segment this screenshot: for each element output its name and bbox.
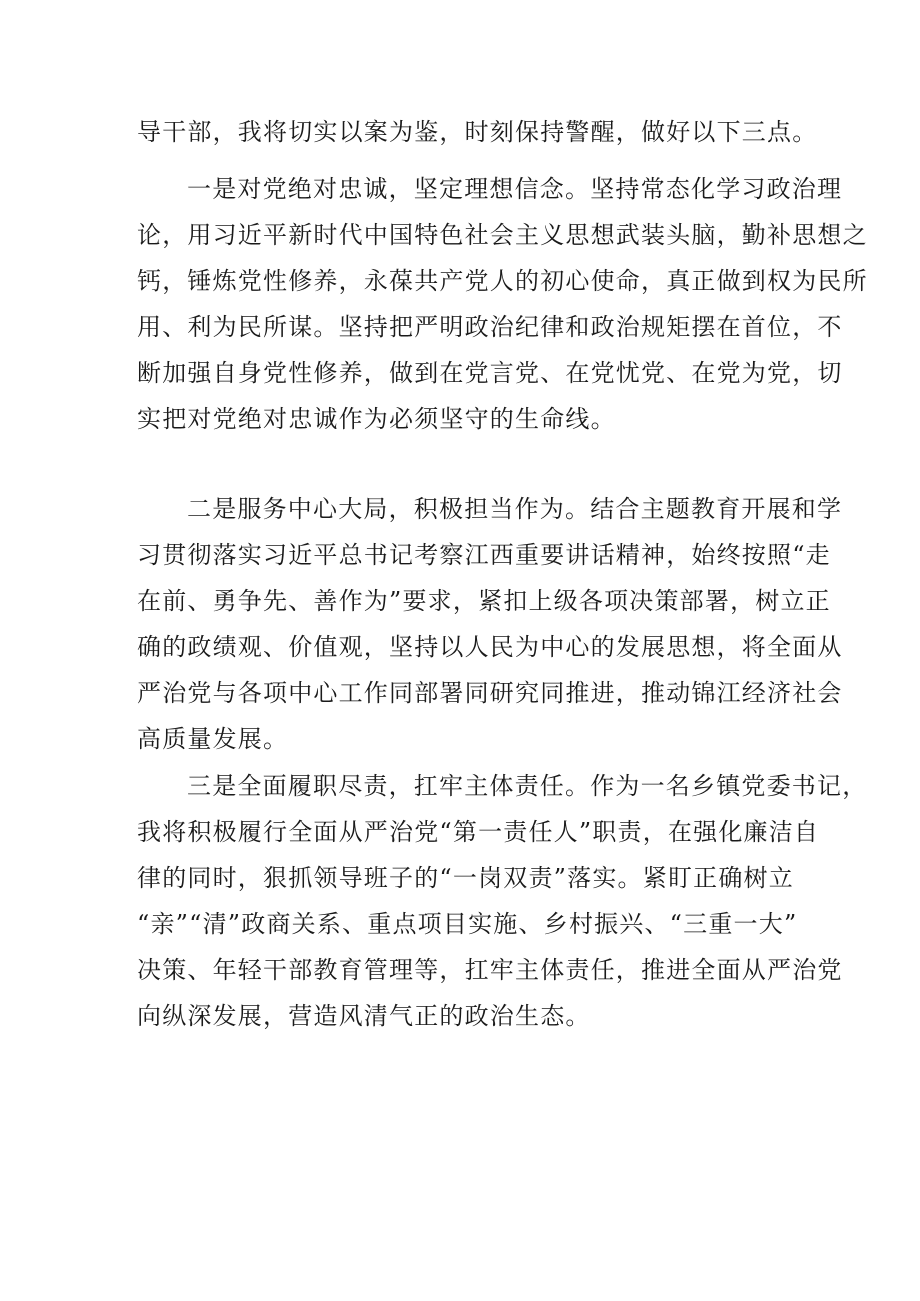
paragraph-line: 确的政绩观、价值观，坚持以人民为中心的发展思想，将全面从 (137, 633, 843, 661)
paragraph-line: 在前、勇争先、善作为”要求，紧扣上级各项决策部署，树立正 (137, 587, 831, 615)
paragraph-point-three (137, 763, 868, 1039)
paragraph-line: 钙，锤炼党性修养，永葆共产党人的初心使命，真正做到权为民所 (137, 267, 868, 295)
paragraph-line: 导干部，我将切实以案为鉴，时刻保持警醒，做好以下三点。 (137, 118, 818, 146)
paragraph-intro-tail (137, 109, 818, 155)
paragraph-line: 二是服务中心大局，积极担当作为。结合主题教育开展和学 (187, 495, 843, 523)
paragraph-line: 论，用习近平新时代中国特色社会主义思想武装头脑，勤补思想之 (137, 221, 868, 249)
paragraph-line: 一是对党绝对忠诚，坚定理想信念。坚持常态化学习政治理 (187, 175, 843, 203)
paragraph-line: 律的同时，狠抓领导班子的“一岗双责”落实。紧盯正确树立 (137, 864, 794, 892)
paragraph-line: 高质量发展。 (137, 725, 289, 753)
paragraph-line: 向纵深发展，营造风清气正的政治生态。 (137, 1002, 591, 1030)
paragraph-line: 我将积极履行全面从严治党“第一责任人”职责，在强化廉洁自 (137, 818, 820, 846)
paragraph-line: 用、利为民所谋。坚持把严明政治纪律和政治规矩摆在首位，不 (137, 313, 843, 341)
paragraph-line: 习贯彻落实习近平总书记考察江西重要讲话精神，始终按照“走 (137, 541, 831, 569)
paragraph-line: “亲”“清”政商关系、重点项目实施、乡村振兴、“三重一大” (137, 910, 798, 938)
paragraph-line: 决策、年轻干部教育管理等，扛牢主体责任，推进全面从严治党 (137, 956, 843, 984)
paragraph-point-two (137, 486, 843, 762)
paragraph-point-one (137, 166, 868, 442)
paragraph-line: 断加强自身党性修养，做到在党言党、在党忧党、在党为党，切 (137, 359, 843, 387)
paragraph-line: 实把对党绝对忠诚作为必须坚守的生命线。 (137, 405, 616, 433)
paragraph-line: 严治党与各项中心工作同部署同研究同推进，推动锦江经济社会 (137, 679, 843, 707)
paragraph-line: 三是全面履职尽责，扛牢主体责任。作为一名乡镇党委书记， (187, 772, 868, 800)
